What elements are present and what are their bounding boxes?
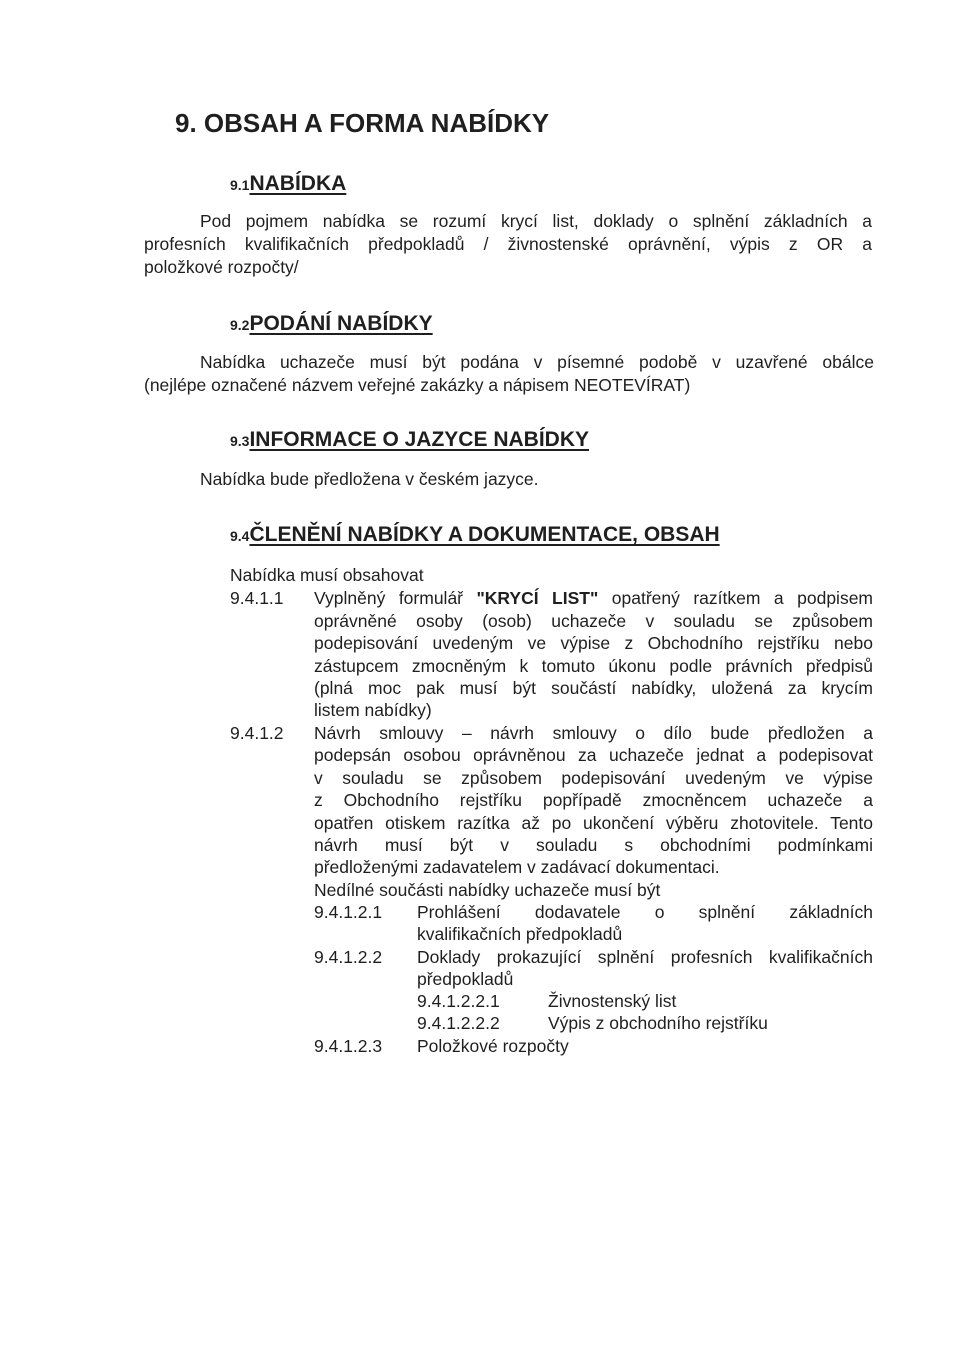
section-title: PODÁNÍ NABÍDKY: [249, 312, 433, 335]
section-heading-9-1: [230, 172, 346, 196]
subitem-line: Prohlášení dodavatele o splnění základních: [417, 902, 873, 922]
section-number: 9.1: [230, 177, 250, 193]
paragraph-line: položkové rozpočty/: [144, 257, 299, 277]
paragraph-line: Nabídka uchazeče musí být podána v písemné podobě v uzavřené obálce: [200, 352, 874, 372]
item-line: zástupcem zmocněným k tomuto úkonu podle právních předpisů: [314, 656, 873, 676]
item-line: Nedílné součásti nabídky uchazeče musí být: [314, 880, 661, 900]
subitem-line: předpokladů: [417, 969, 514, 989]
item-line: předloženými zadavatelem v zadávací dokumentaci.: [314, 857, 720, 877]
subitem-number: 9.4.1.2.2.1: [417, 991, 500, 1011]
paragraph-line: Nabídka bude předložena v českém jazyce.: [200, 469, 539, 489]
paragraph-line: profesních kvalifikačních předpokladů / živnostenské oprávnění, výpis z OR a: [144, 234, 872, 254]
item-line: listem nabídky): [314, 700, 432, 720]
subitem-line: kvalifikačních předpokladů: [417, 924, 623, 944]
section-title: INFORMACE O JAZYCE NABÍDKY: [249, 428, 589, 451]
item-line: podepsán osobou oprávněnou za uchazeče jednat a podepisovat: [314, 745, 873, 765]
section-number: 9.3: [230, 433, 250, 449]
section-title: NABÍDKA: [249, 172, 347, 195]
item-line: podepisování uvedeným ve výpise z Obchodního rejstříku nebo: [314, 633, 873, 653]
paragraph-line: (nejlépe označené názvem veřejné zakázky a nápisem NEOTEVÍRAT): [144, 375, 691, 395]
subitem-number: 9.4.1.2.2.2: [417, 1013, 500, 1033]
item-line: z Obchodního rejstříku popřípadě zmocněncem uchazeče a: [314, 790, 873, 810]
item-line: [314, 587, 873, 609]
item-line: opatřen otiskem razítka až po ukončení výběru zhotovitele. Tento: [314, 813, 873, 833]
section-heading-9-4: [230, 523, 720, 547]
section-number: 9.2: [230, 317, 250, 333]
item-line: v souladu se způsobem podepisování uvedeným ve výpise: [314, 768, 873, 788]
subitem-line: Položkové rozpočty: [417, 1036, 569, 1056]
subitem-line: Výpis z obchodního rejstříku: [548, 1013, 768, 1033]
page-title: 9. OBSAH A FORMA NABÍDKY: [175, 108, 550, 138]
subitem-line: Živnostenský list: [548, 991, 677, 1011]
paragraph-line: Pod pojmem nabídka se rozumí krycí list, doklady o splnění základních a: [200, 211, 872, 231]
item-line: návrh musí být v souladu s obchodními podmínkami: [314, 835, 873, 855]
section-title: ČLENĚNÍ NABÍDKY A DOKUMENTACE, OBSAH: [249, 523, 720, 546]
subitem-number: 9.4.1.2.3: [314, 1036, 383, 1056]
paragraph-line: Nabídka musí obsahovat: [230, 565, 424, 585]
item-text: opatřený razítkem a podpisem: [598, 588, 874, 608]
subitem-line: Doklady prokazující splnění profesních kvalifikačních: [417, 947, 873, 967]
item-line: oprávněné osoby (osob) uchazeče v souladu se způsobem: [314, 611, 873, 631]
section-heading-9-2: [230, 312, 433, 336]
item-number: 9.4.1.2: [230, 723, 284, 743]
item-text-bold: "KRYCÍ LIST": [476, 588, 599, 608]
subitem-number: 9.4.1.2.2: [314, 947, 383, 967]
section-number: 9.4: [230, 528, 250, 544]
item-line: (plná moc pak musí být součástí nabídky, uložená za krycím: [314, 678, 873, 698]
subitem-number: 9.4.1.2.1: [314, 902, 383, 922]
section-heading-9-3: [230, 428, 589, 452]
item-line: Návrh smlouvy – návrh smlouvy o dílo bude předložen a: [314, 723, 873, 743]
item-number: 9.4.1.1: [230, 588, 284, 608]
item-text: Vyplněný formulář: [314, 588, 477, 608]
